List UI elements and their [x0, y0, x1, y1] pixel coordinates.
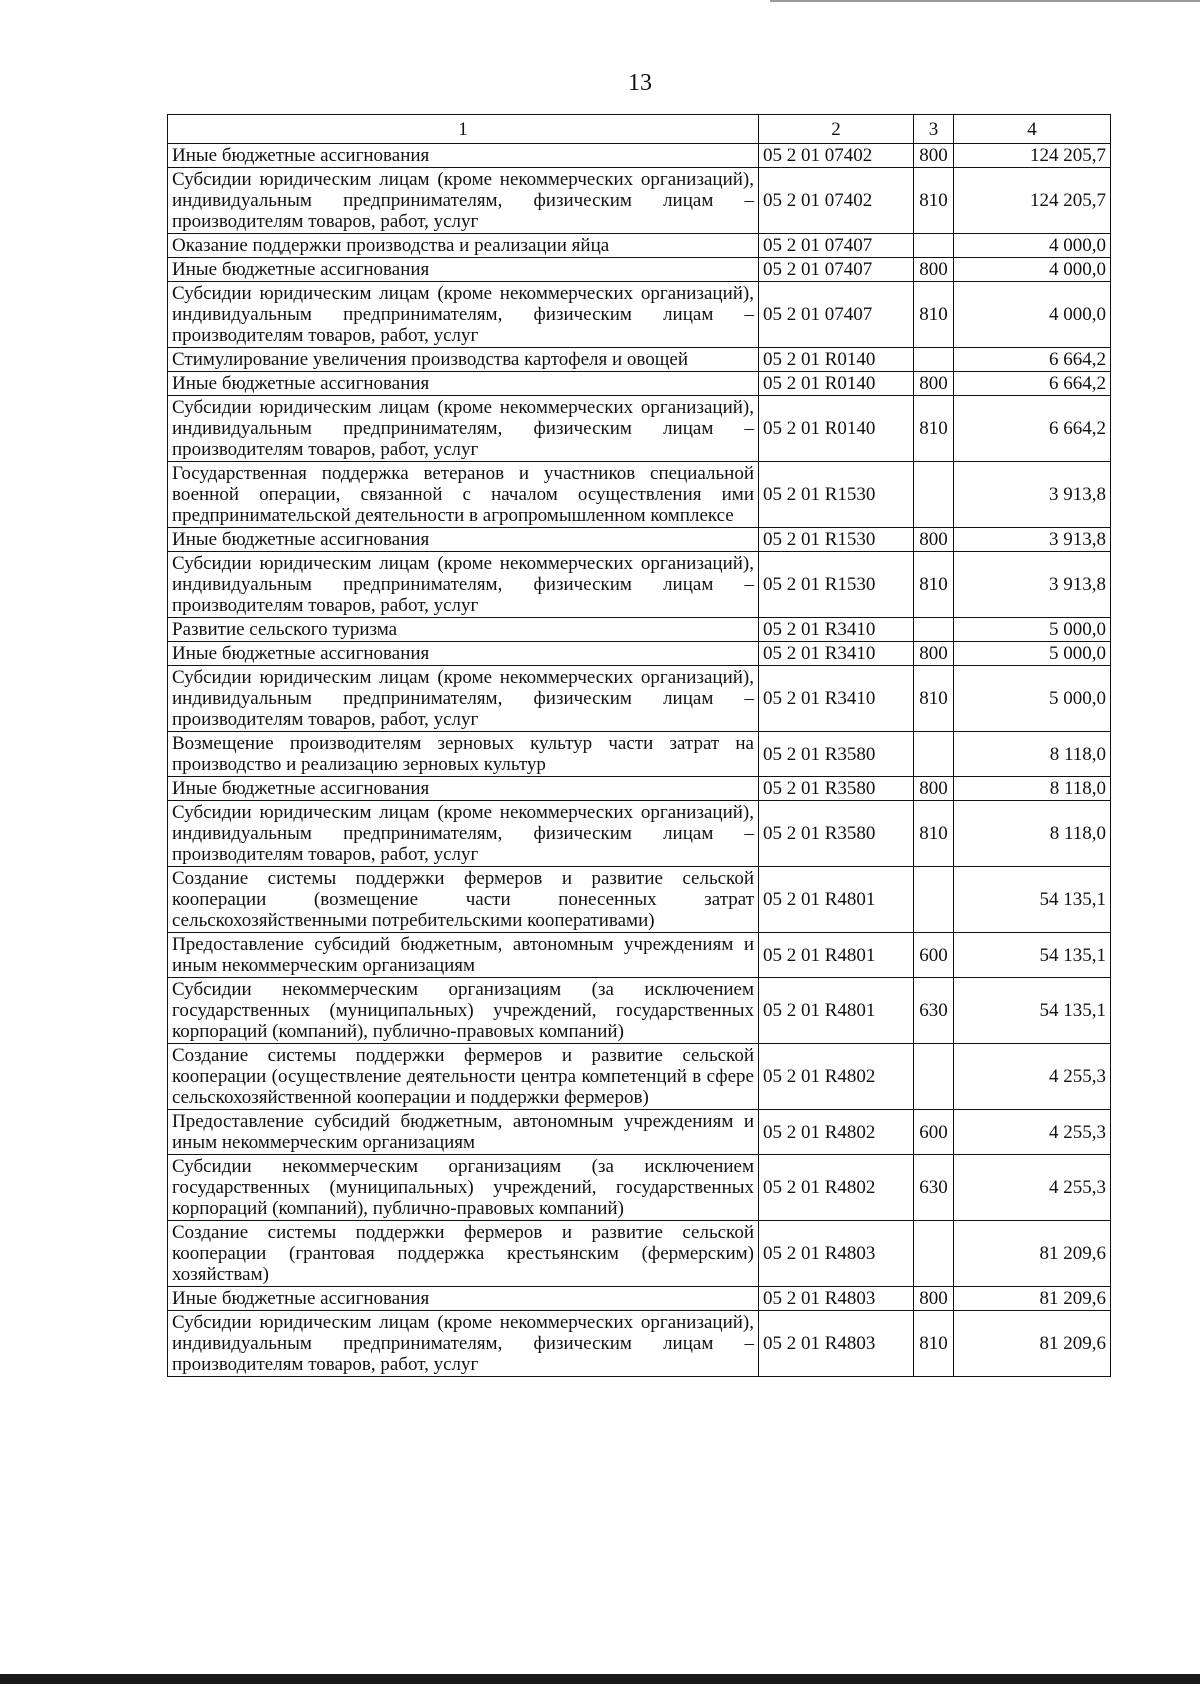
budget-classification-code: 05 2 01 R1530 — [759, 462, 914, 528]
budget-item-name: Субсидии юридическим лицам (кроме некоммерческих организаций), индивидуальным предпринимателям, физическим лицам – производителям товаров, работ, услуг — [168, 666, 759, 732]
budget-item-name: Иные бюджетные ассигнования — [168, 258, 759, 282]
expense-type-code: 810 — [914, 282, 954, 348]
budget-classification-code: 05 2 01 R4802 — [759, 1155, 914, 1221]
amount-value: 5 000,0 — [954, 666, 1111, 732]
budget-item-name: Развитие сельского туризма — [168, 618, 759, 642]
header-col-4: 4 — [954, 115, 1111, 144]
header-col-2: 2 — [759, 115, 914, 144]
budget-item-name: Субсидии юридическим лицам (кроме некоммерческих организаций), индивидуальным предпринимателям, физическим лицам – производителям товаров, работ, услуг — [168, 1311, 759, 1377]
amount-value: 4 255,3 — [954, 1044, 1111, 1110]
expense-type-code: 600 — [914, 933, 954, 978]
budget-classification-code: 05 2 01 R1530 — [759, 552, 914, 618]
expense-type-code: 810 — [914, 396, 954, 462]
table-row — [168, 282, 1111, 348]
expense-type-code — [914, 348, 954, 372]
budget-classification-code: 05 2 01 R3410 — [759, 618, 914, 642]
table-row — [168, 1287, 1111, 1311]
amount-value: 54 135,1 — [954, 978, 1111, 1044]
scan-bottom-rule — [0, 1674, 1200, 1684]
table-row — [168, 462, 1111, 528]
amount-value: 8 118,0 — [954, 732, 1111, 777]
amount-value: 54 135,1 — [954, 867, 1111, 933]
budget-classification-code: 05 2 01 R4803 — [759, 1311, 914, 1377]
budget-classification-code: 05 2 01 R3410 — [759, 666, 914, 732]
amount-value: 5 000,0 — [954, 618, 1111, 642]
expense-type-code: 800 — [914, 144, 954, 168]
amount-value: 3 913,8 — [954, 462, 1111, 528]
scan-top-rule — [770, 0, 1200, 2]
amount-value: 124 205,7 — [954, 144, 1111, 168]
table-row — [168, 552, 1111, 618]
amount-value: 4 255,3 — [954, 1155, 1111, 1221]
budget-classification-code: 05 2 01 R4802 — [759, 1044, 914, 1110]
budget-item-name: Иные бюджетные ассигнования — [168, 372, 759, 396]
budget-item-name: Субсидии некоммерческим организациям (за исключением государственных (муниципальных) учреждений, государственных корпораций (компаний), публично-правовых компаний) — [168, 978, 759, 1044]
amount-value: 81 209,6 — [954, 1287, 1111, 1311]
budget-classification-code: 05 2 01 R4801 — [759, 933, 914, 978]
table-row — [168, 618, 1111, 642]
table-body — [168, 144, 1111, 1377]
amount-value: 3 913,8 — [954, 528, 1111, 552]
expense-type-code: 810 — [914, 168, 954, 234]
budget-classification-code: 05 2 01 R4803 — [759, 1221, 914, 1287]
budget-classification-code: 05 2 01 R4803 — [759, 1287, 914, 1311]
table-row — [168, 1110, 1111, 1155]
expense-type-code: 600 — [914, 1110, 954, 1155]
budget-item-name: Создание системы поддержки фермеров и развитие сельской кооперации (возмещение части понесенных затрат сельскохозяйственными потребительскими кооперативами) — [168, 867, 759, 933]
budget-classification-code: 05 2 01 R4801 — [759, 867, 914, 933]
expense-type-code: 810 — [914, 1311, 954, 1377]
budget-classification-code: 05 2 01 07407 — [759, 258, 914, 282]
amount-value: 81 209,6 — [954, 1221, 1111, 1287]
expense-type-code: 810 — [914, 666, 954, 732]
table-row — [168, 1311, 1111, 1377]
table-row — [168, 642, 1111, 666]
budget-item-name: Создание системы поддержки фермеров и развитие сельской кооперации (осуществление деятельности центра компетенций в сфере сельскохозяйственной кооперации и поддержки фермеров) — [168, 1044, 759, 1110]
expense-type-code: 800 — [914, 372, 954, 396]
amount-value: 5 000,0 — [954, 642, 1111, 666]
table-row — [168, 933, 1111, 978]
expense-type-code — [914, 234, 954, 258]
page-number: 13 — [628, 70, 652, 96]
budget-classification-code: 05 2 01 07407 — [759, 234, 914, 258]
header-col-3: 3 — [914, 115, 954, 144]
budget-item-name: Субсидии юридическим лицам (кроме некоммерческих организаций), индивидуальным предпринимателям, физическим лицам – производителям товаров, работ, услуг — [168, 168, 759, 234]
expense-type-code: 810 — [914, 552, 954, 618]
budget-item-name: Субсидии юридическим лицам (кроме некоммерческих организаций), индивидуальным предпринимателям, физическим лицам – производителям товаров, работ, услуг — [168, 282, 759, 348]
table-row — [168, 978, 1111, 1044]
expense-type-code: 630 — [914, 1155, 954, 1221]
table-header-row — [168, 115, 1111, 144]
budget-item-name: Субсидии некоммерческим организациям (за исключением государственных (муниципальных) учреждений, государственных корпораций (компаний), публично-правовых компаний) — [168, 1155, 759, 1221]
budget-item-name: Субсидии юридическим лицам (кроме некоммерческих организаций), индивидуальным предпринимателям, физическим лицам – производителям товаров, работ, услуг — [168, 552, 759, 618]
table-row — [168, 396, 1111, 462]
budget-item-name: Субсидии юридическим лицам (кроме некоммерческих организаций), индивидуальным предпринимателям, физическим лицам – производителям товаров, работ, услуг — [168, 801, 759, 867]
table-row — [168, 777, 1111, 801]
expense-type-code: 800 — [914, 528, 954, 552]
budget-item-name: Оказание поддержки производства и реализации яйца — [168, 234, 759, 258]
table-row — [168, 867, 1111, 933]
table-row — [168, 372, 1111, 396]
budget-item-name: Предоставление субсидий бюджетным, автономным учреждениям и иным некоммерческим организациям — [168, 933, 759, 978]
amount-value: 8 118,0 — [954, 777, 1111, 801]
budget-item-name: Предоставление субсидий бюджетным, автономным учреждениям и иным некоммерческим организациям — [168, 1110, 759, 1155]
budget-item-name: Создание системы поддержки фермеров и развитие сельской кооперации (грантовая поддержка крестьянским (фермерским) хозяйствам) — [168, 1221, 759, 1287]
budget-classification-code: 05 2 01 R4801 — [759, 978, 914, 1044]
budget-classification-code: 05 2 01 R1530 — [759, 528, 914, 552]
budget-classification-code: 05 2 01 R0140 — [759, 348, 914, 372]
budget-classification-code: 05 2 01 07402 — [759, 144, 914, 168]
amount-value: 81 209,6 — [954, 1311, 1111, 1377]
expense-type-code: 810 — [914, 801, 954, 867]
budget-item-name: Стимулирование увеличения производства картофеля и овощей — [168, 348, 759, 372]
expense-type-code — [914, 732, 954, 777]
budget-item-name: Иные бюджетные ассигнования — [168, 144, 759, 168]
expense-type-code: 800 — [914, 642, 954, 666]
budget-item-name: Иные бюджетные ассигнования — [168, 1287, 759, 1311]
table-row — [168, 801, 1111, 867]
amount-value: 54 135,1 — [954, 933, 1111, 978]
table-row — [168, 1044, 1111, 1110]
amount-value: 4 000,0 — [954, 282, 1111, 348]
table-row — [168, 528, 1111, 552]
budget-classification-code: 05 2 01 R4802 — [759, 1110, 914, 1155]
amount-value: 3 913,8 — [954, 552, 1111, 618]
budget-classification-code: 05 2 01 R0140 — [759, 396, 914, 462]
budget-item-name: Возмещение производителям зерновых культур части затрат на производство и реализацию зерновых культур — [168, 732, 759, 777]
table-row — [168, 1155, 1111, 1221]
expense-type-code: 800 — [914, 777, 954, 801]
amount-value: 6 664,2 — [954, 396, 1111, 462]
table-row — [168, 168, 1111, 234]
amount-value: 6 664,2 — [954, 348, 1111, 372]
expense-type-code — [914, 867, 954, 933]
table-row — [168, 258, 1111, 282]
amount-value: 8 118,0 — [954, 801, 1111, 867]
expense-type-code: 630 — [914, 978, 954, 1044]
budget-classification-code: 05 2 01 R3410 — [759, 642, 914, 666]
expense-type-code: 800 — [914, 258, 954, 282]
table-row — [168, 666, 1111, 732]
budget-table — [167, 114, 1111, 1377]
budget-classification-code: 05 2 01 R0140 — [759, 372, 914, 396]
amount-value: 6 664,2 — [954, 372, 1111, 396]
table-row — [168, 1221, 1111, 1287]
amount-value: 4 000,0 — [954, 234, 1111, 258]
expense-type-code — [914, 1221, 954, 1287]
budget-item-name: Иные бюджетные ассигнования — [168, 642, 759, 666]
budget-classification-code: 05 2 01 07407 — [759, 282, 914, 348]
expense-type-code — [914, 462, 954, 528]
budget-item-name: Иные бюджетные ассигнования — [168, 528, 759, 552]
amount-value: 4 000,0 — [954, 258, 1111, 282]
expense-type-code — [914, 618, 954, 642]
budget-item-name: Субсидии юридическим лицам (кроме некоммерческих организаций), индивидуальным предпринимателям, физическим лицам – производителям товаров, работ, услуг — [168, 396, 759, 462]
budget-classification-code: 05 2 01 R3580 — [759, 801, 914, 867]
budget-item-name: Государственная поддержка ветеранов и участников специальной военной операции, связанной с началом осуществления ими предпринимательской деятельности в агропромышленном комплексе — [168, 462, 759, 528]
expense-type-code: 800 — [914, 1287, 954, 1311]
table-row — [168, 234, 1111, 258]
header-col-1: 1 — [168, 115, 759, 144]
amount-value: 4 255,3 — [954, 1110, 1111, 1155]
budget-classification-code: 05 2 01 R3580 — [759, 777, 914, 801]
amount-value: 124 205,7 — [954, 168, 1111, 234]
expense-type-code — [914, 1044, 954, 1110]
budget-classification-code: 05 2 01 07402 — [759, 168, 914, 234]
table-row — [168, 144, 1111, 168]
budget-item-name: Иные бюджетные ассигнования — [168, 777, 759, 801]
budget-classification-code: 05 2 01 R3580 — [759, 732, 914, 777]
table-row — [168, 348, 1111, 372]
table-row — [168, 732, 1111, 777]
